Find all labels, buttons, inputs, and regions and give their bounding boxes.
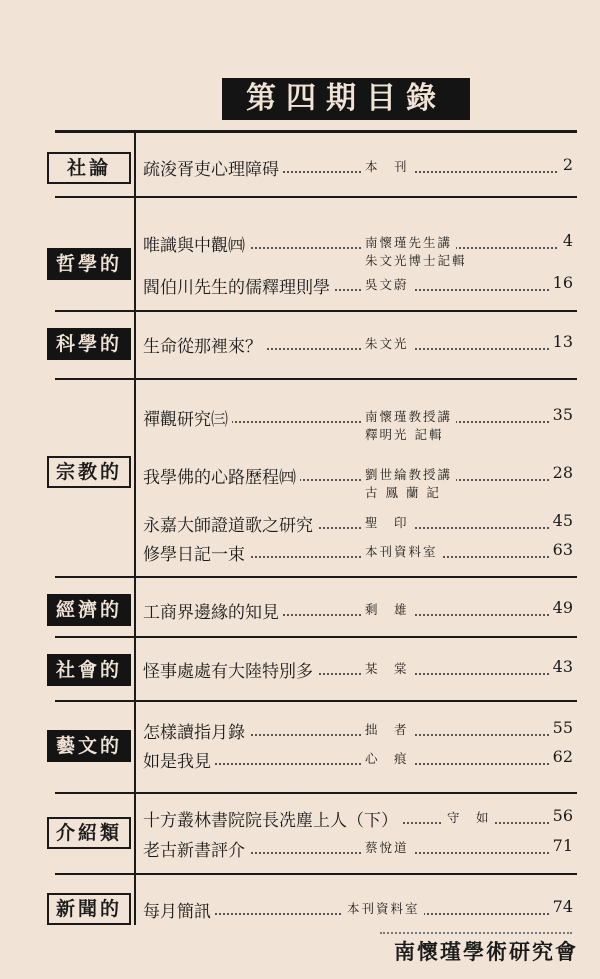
entry-author: 蔡悅道: [361, 838, 413, 856]
entry-author: 剩 雄: [361, 600, 413, 618]
category-philosophy: 哲學的: [47, 248, 131, 280]
section-divider: [55, 196, 577, 198]
entry-author: 某 棠: [361, 659, 413, 677]
entry-title: 老古新書評介: [143, 836, 249, 861]
entry-page: 74: [549, 897, 573, 916]
toc-entry[interactable]: [143, 598, 573, 624]
toc-entry[interactable]: [143, 718, 573, 744]
entry-author: 南懷瑾教授講: [361, 407, 456, 425]
entry-author: 吳文蔚: [361, 275, 413, 293]
entry-page: 45: [549, 511, 573, 530]
toc-entry[interactable]: [143, 747, 573, 773]
entry-page: 2: [559, 155, 573, 174]
entry-author: 心 痕: [361, 749, 413, 767]
entry-author: 劉世綸教授講: [361, 465, 456, 483]
category-introduction: 介紹類: [47, 817, 131, 849]
entry-page: 49: [549, 598, 573, 617]
toc-entry[interactable]: [143, 511, 573, 537]
entry-page: 4: [559, 231, 573, 250]
vertical-divider: [134, 133, 136, 925]
toc-entry[interactable]: [143, 155, 573, 181]
entry-page: 62: [549, 747, 573, 766]
section-divider: [55, 700, 577, 702]
entry-title: 修學日記一束: [143, 540, 249, 565]
section-divider: [55, 576, 577, 578]
entry-title: 如是我見: [143, 747, 215, 772]
toc-entry[interactable]: [143, 806, 573, 832]
footer-watermark: 南懷瑾學術研究會: [394, 939, 578, 964]
entry-author-secondary: 釋明光 記輯: [365, 427, 444, 442]
entry-author: 南懷瑾先生講: [361, 233, 456, 251]
page-title: 第四期目錄: [222, 78, 470, 120]
entry-title: 禪觀研究㈢: [143, 405, 232, 430]
entry-author: 聖 印: [361, 513, 413, 531]
footer-rule: [380, 932, 572, 934]
entry-author-secondary: 朱文光博士記輯: [365, 253, 467, 268]
category-science: 科學的: [47, 328, 131, 360]
toc-entry[interactable]: [143, 836, 573, 862]
entry-page: 63: [549, 540, 573, 559]
section-divider: [55, 792, 577, 794]
entry-author: 守 如: [443, 808, 495, 826]
toc-entry[interactable]: [143, 405, 573, 431]
entry-author-secondary: 古 鳳 蘭 記: [365, 485, 441, 500]
entry-page: 16: [549, 273, 573, 292]
category-society: 社會的: [47, 654, 131, 686]
entry-title: 生命從那裡來？: [143, 332, 266, 357]
category-religion: 宗教的: [47, 456, 131, 488]
footer: [0, 930, 600, 966]
entry-title: 永嘉大師證道歌之研究: [143, 511, 317, 536]
category-editorial: 社論: [47, 152, 131, 184]
toc-entry[interactable]: [143, 231, 573, 257]
section-divider: [55, 378, 577, 380]
entry-title: 閻伯川先生的儒釋理則學: [143, 273, 334, 298]
entry-page: 13: [549, 332, 573, 351]
entry-page: 43: [549, 657, 573, 676]
entry-page: 28: [549, 463, 573, 482]
entry-author: 朱文光: [361, 334, 413, 352]
entry-title: 疏浚胥吏心理障碍: [143, 155, 283, 180]
entry-page: 71: [549, 836, 573, 855]
entry-title: 十方叢林書院院長冼塵上人（下）: [143, 806, 402, 831]
toc-entry[interactable]: [143, 657, 573, 683]
toc-entry[interactable]: [143, 897, 573, 923]
entry-page: 35: [549, 405, 573, 424]
toc-entry[interactable]: [143, 463, 573, 489]
entry-title: 唯識與中觀㈣: [143, 231, 249, 256]
entry-author: 本刊資料室: [343, 899, 424, 917]
entry-author: 本 刊: [361, 157, 413, 175]
entry-author: 拙 者: [361, 720, 413, 738]
entry-page: 55: [549, 718, 573, 737]
entry-title: 工商界邊緣的知見: [143, 598, 283, 623]
section-divider: [55, 636, 577, 638]
toc-entry[interactable]: [143, 540, 573, 566]
entry-title: 每月簡訊: [143, 897, 215, 922]
section-divider: [55, 873, 577, 875]
toc-entry[interactable]: [143, 332, 573, 358]
category-news: 新聞的: [47, 893, 131, 925]
category-arts: 藝文的: [47, 730, 131, 762]
category-economy: 經濟的: [47, 594, 131, 626]
entry-title: 我學佛的心路歷程㈣: [143, 463, 300, 488]
entry-title: 怪事處處有大陸特別多: [143, 657, 317, 682]
toc-entry[interactable]: [143, 273, 573, 299]
entry-page: 56: [549, 806, 573, 825]
entry-author: 本刊資料室: [361, 542, 442, 560]
section-divider: [55, 310, 577, 312]
entry-title: 怎樣讀指月錄: [143, 718, 249, 743]
